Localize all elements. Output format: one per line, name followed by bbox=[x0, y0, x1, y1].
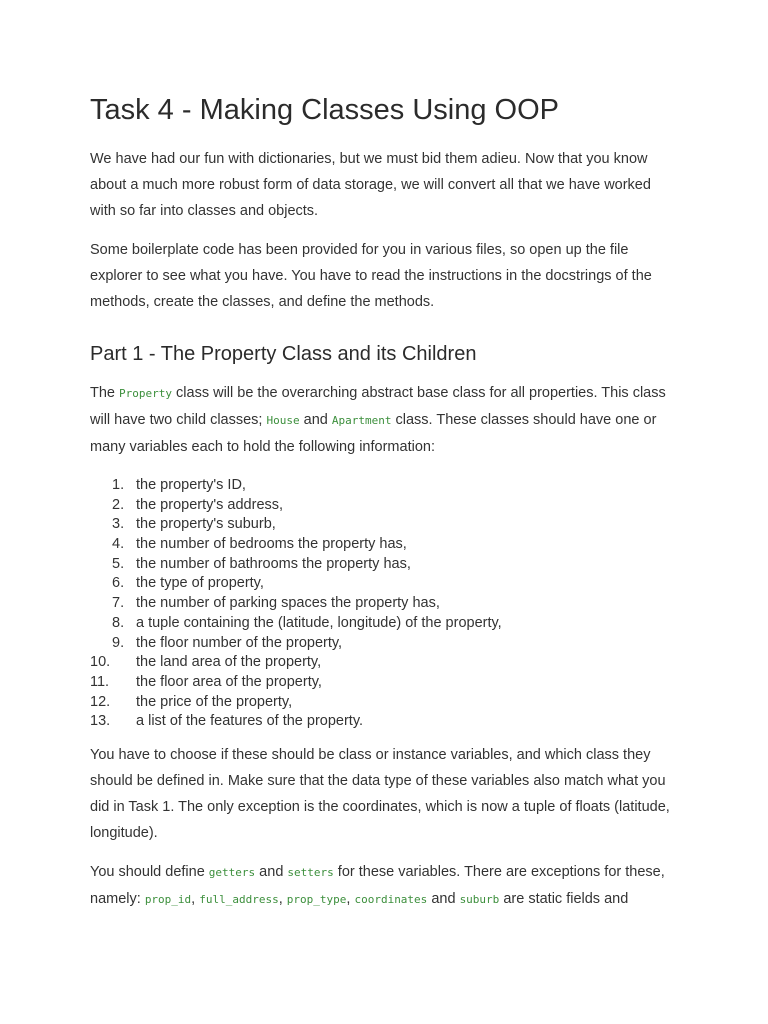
list-number: 4. bbox=[112, 536, 125, 553]
code-prop-type: prop_type bbox=[286, 893, 347, 906]
list-item bbox=[90, 712, 680, 732]
list-item-text: the type of property, bbox=[136, 575, 264, 592]
code-suburb: suburb bbox=[459, 893, 500, 906]
list-item-text: the price of the property, bbox=[136, 693, 293, 710]
list-item-text: a list of the features of the property. bbox=[136, 713, 364, 730]
list-number: 11. bbox=[90, 673, 110, 690]
list-number: 6. bbox=[112, 575, 125, 592]
list-number: 8. bbox=[112, 614, 125, 631]
intro-paragraph-1: We have had our fun with dictionaries, but we must bid them adieu. Now that you know about a much more robust form of data storage, we will convert all that we have worked with so far into classes and objects. bbox=[90, 151, 651, 219]
code-getters: getters bbox=[208, 866, 256, 879]
list-item-text: a tuple containing the (latitude, longitude) of the property, bbox=[136, 614, 502, 631]
list-item bbox=[90, 515, 680, 535]
list-number: 9. bbox=[112, 634, 125, 651]
list-item-text: the floor number of the property, bbox=[136, 634, 343, 651]
list-number: 10. bbox=[90, 654, 111, 671]
text-span: , bbox=[346, 891, 355, 907]
list-number: 1. bbox=[112, 477, 125, 493]
list-number: 12. bbox=[90, 693, 111, 710]
list-number: 5. bbox=[112, 555, 125, 572]
code-setters: setters bbox=[287, 866, 334, 879]
list-item-text: the number of bedrooms the property has, bbox=[136, 536, 407, 553]
list-item-text: the number of parking spaces the property has, bbox=[136, 595, 440, 612]
variables-paragraph: You have to choose if these should be class or instance variables, and which class they should be defined in. Make sure that the data type of these variables also match what you did in Task 1. The only exception is the coordinates, which is now a tuple of floats (latitude, longitude). bbox=[90, 747, 670, 841]
code-house: House bbox=[266, 414, 300, 427]
section-heading-part-1: Part 1 - The Property Class and its Children bbox=[90, 343, 477, 365]
text-span: for these variables. There are exceptions for these, namely: bbox=[90, 864, 665, 907]
list-item-text: the property's suburb, bbox=[136, 516, 276, 533]
code-full-address: full_address bbox=[199, 893, 279, 906]
page-title: Task 4 - Making Classes Using OOP bbox=[90, 94, 559, 126]
list-item bbox=[90, 555, 680, 575]
getters-setters-paragraph bbox=[90, 859, 680, 913]
list-item bbox=[90, 574, 680, 594]
list-number: 3. bbox=[112, 516, 125, 533]
code-apartment: Apartment bbox=[331, 414, 392, 427]
text-span: You should define bbox=[90, 864, 209, 880]
text-span: class will be the overarching abstract base class for all properties. This class will have two child classes; bbox=[90, 385, 666, 428]
text-span: and bbox=[299, 412, 332, 428]
list-item bbox=[90, 673, 680, 693]
list-item bbox=[90, 653, 680, 673]
code-prop-id: prop_id bbox=[144, 893, 192, 906]
list-item bbox=[90, 496, 680, 516]
list-number: 13. bbox=[90, 713, 111, 730]
list-number: 7. bbox=[112, 595, 125, 612]
list-item-text: the property's ID, bbox=[136, 477, 246, 493]
text-span: , bbox=[278, 891, 287, 907]
list-item bbox=[90, 476, 680, 496]
text-span: are static fields and bbox=[499, 891, 629, 907]
property-class-paragraph bbox=[90, 380, 680, 460]
list-item bbox=[90, 594, 680, 614]
text-span: and bbox=[427, 891, 460, 907]
list-item-text: the property's address, bbox=[136, 496, 284, 513]
list-item-text: the land area of the property, bbox=[136, 654, 322, 671]
list-item bbox=[90, 634, 680, 654]
property-info-list bbox=[90, 476, 680, 732]
code-coordinates: coordinates bbox=[354, 893, 428, 906]
list-number: 2. bbox=[112, 496, 125, 513]
list-item bbox=[90, 535, 680, 555]
text-span: The bbox=[90, 385, 120, 401]
code-property: Property bbox=[119, 387, 172, 400]
list-item bbox=[90, 693, 680, 713]
text-span: class. These classes should have one or many variables each to hold the following information: bbox=[90, 412, 657, 455]
text-span: and bbox=[255, 864, 288, 880]
list-item-text: the number of bathrooms the property has, bbox=[136, 555, 411, 572]
text-span: , bbox=[191, 891, 200, 907]
list-item bbox=[90, 614, 680, 634]
list-item-text: the floor area of the property, bbox=[136, 673, 322, 690]
intro-paragraph-2: Some boilerplate code has been provided for you in various files, so open up the file explorer to see what you have. You have to read the instructions in the docstrings of the methods, create the classes, and define the methods. bbox=[90, 242, 652, 310]
